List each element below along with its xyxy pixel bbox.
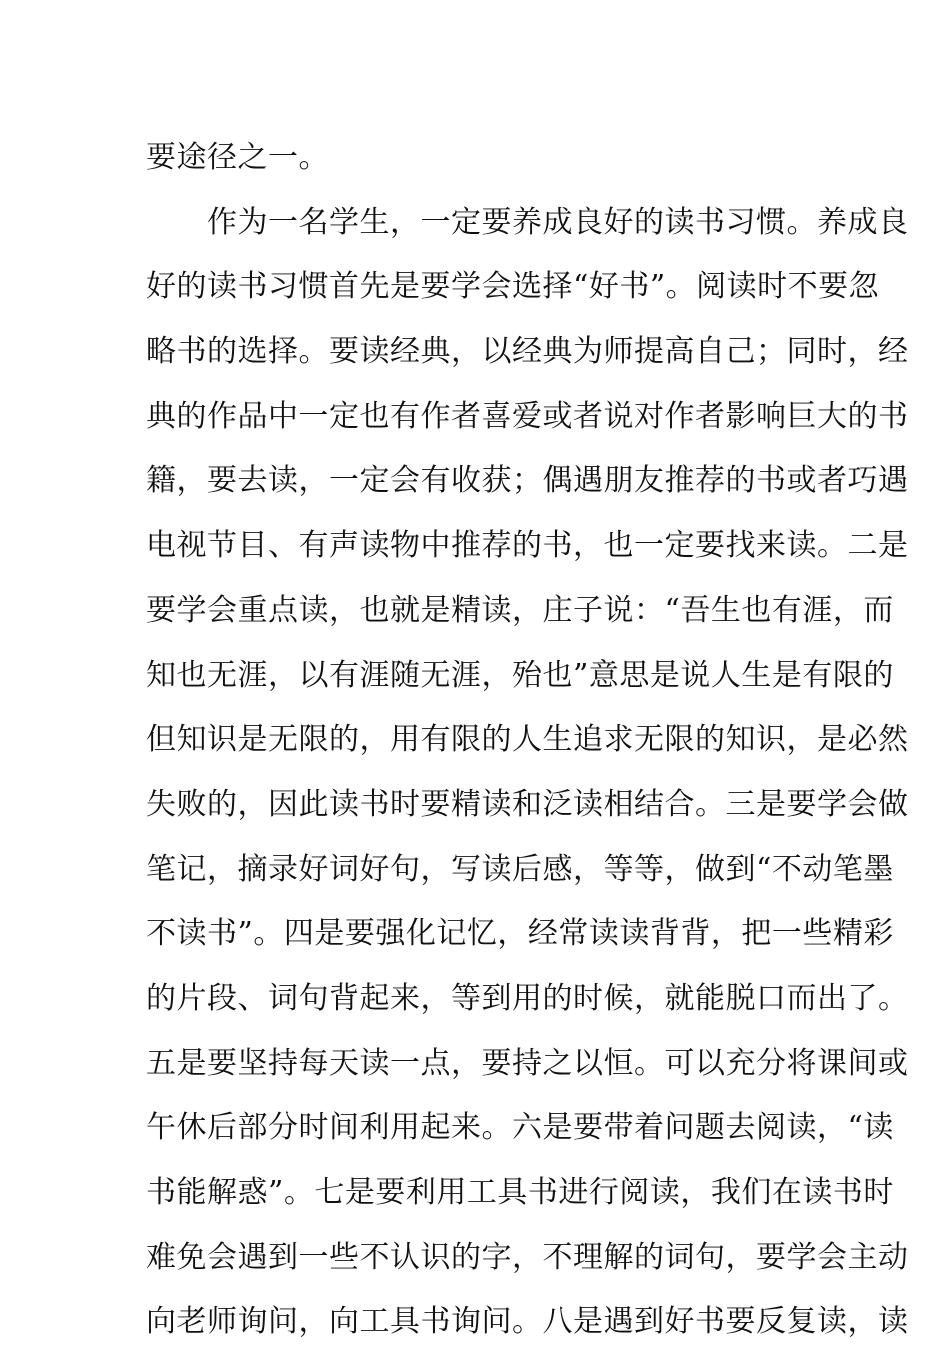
text-line: 书能解惑”。七是要利用工具书进行阅读，我们在读书时 xyxy=(146,1175,894,1210)
text-line: 略书的选择。要读经典，以经典为师提高自己；同时，经 xyxy=(146,334,909,370)
text-line: 要学会重点读，也就是精读，庄子说：“吾生也有涯，而 xyxy=(146,592,894,628)
text-line: 笔记，摘录好词好句，写读后感，等等，做到“不动笔墨 xyxy=(146,851,894,887)
text-line: 好的读书习惯首先是要学会选择“好书”。阅读时不要忽 xyxy=(146,269,880,305)
text-line: 失败的，因此读书时要精读和泛读相结合。三是要学会做 xyxy=(146,786,909,822)
text-line: 籍，要去读，一定会有收获；偶遇朋友推荐的书或者巧遇 xyxy=(146,463,909,499)
text-line: 向老师询问，向工具书询问。八是遇到好书要反复读，读 xyxy=(146,1304,909,1340)
body-text xyxy=(146,126,909,1355)
text-line: 不读书”。四是要强化记忆，经常读读背背，把一些精彩 xyxy=(146,916,894,952)
text-line: 五是要坚持每天读一点，要持之以恒。可以充分将课间或 xyxy=(146,1045,909,1081)
text-line: 作为一名学生，一定要养成良好的读书习惯。养成良 xyxy=(146,204,909,240)
text-line: 电视节目、有声读物中推荐的书，也一定要找来读。二是 xyxy=(146,528,909,564)
text-line: 知也无涯，以有涯随无涯，殆也”意思是说人生是有限的 xyxy=(146,657,894,693)
text-line: 典的作品中一定也有作者喜爱或者说对作者影响巨大的书 xyxy=(146,398,909,434)
text-line: 但知识是无限的，用有限的人生追求无限的知识，是必然 xyxy=(146,722,909,758)
text-line: 要途径之一。 xyxy=(146,140,329,175)
text-line: 午休后部分时间利用起来。六是要带着问题去阅读，“读 xyxy=(146,1110,894,1146)
text-line: 难免会遇到一些不认识的字，不理解的词句，要学会主动 xyxy=(146,1239,909,1275)
text-line: 的片段、词句背起来，等到用的时候，就能脱口而出了。 xyxy=(146,980,909,1016)
